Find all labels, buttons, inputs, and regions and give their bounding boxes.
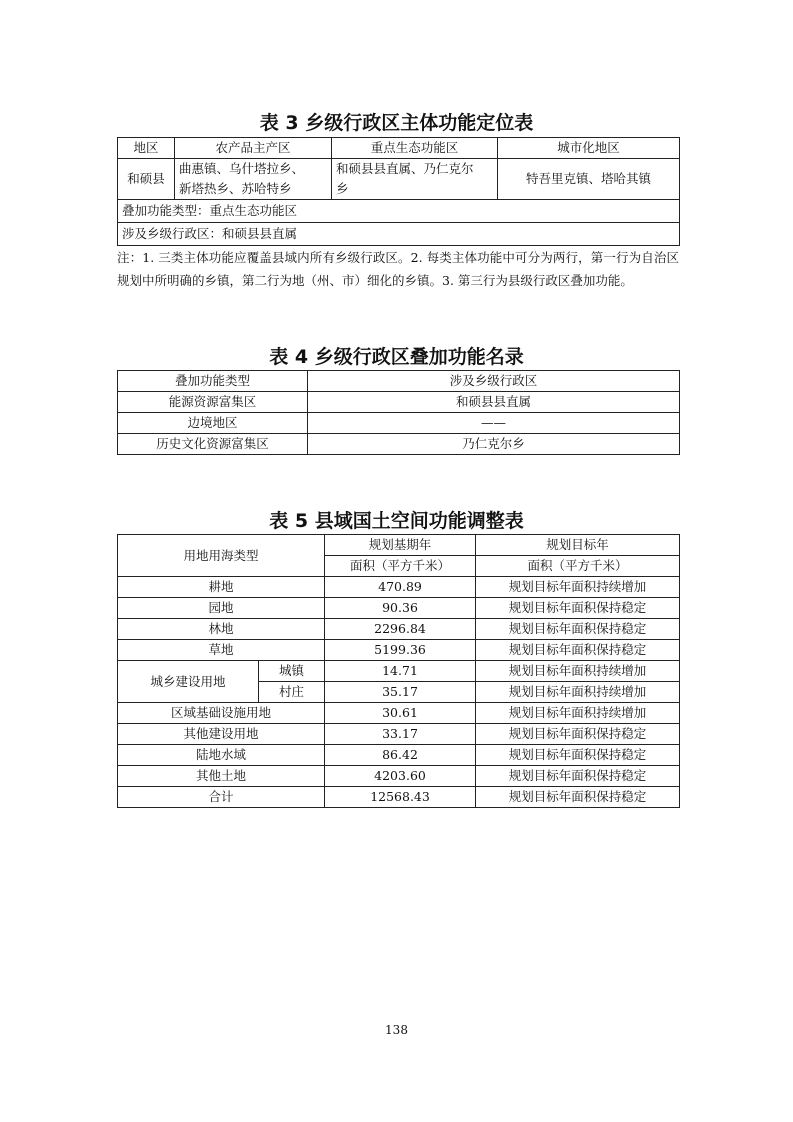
table5-target-cell: 规划目标年面积持续增加 bbox=[476, 703, 680, 724]
table-row bbox=[118, 787, 680, 808]
table5-type-cell: 林地 bbox=[118, 619, 325, 640]
table5-target-cell: 规划目标年面积保持稳定 bbox=[476, 598, 680, 619]
table5-target-cell: 规划目标年面积持续增加 bbox=[476, 577, 680, 598]
table5-total-area: 12568.43 bbox=[325, 787, 476, 808]
table5-target-cell: 规划目标年面积保持稳定 bbox=[476, 745, 680, 766]
table3-eco-cell bbox=[332, 159, 498, 200]
table3-eco-line2: 乡 bbox=[336, 181, 349, 196]
table3 bbox=[117, 137, 680, 246]
table5-subheader-target: 面积（平方千米） bbox=[476, 556, 680, 577]
table5-area-cell: 35.17 bbox=[325, 682, 476, 703]
table5-type-cell: 耕地 bbox=[118, 577, 325, 598]
table3-header-eco: 重点生态功能区 bbox=[332, 138, 498, 159]
table-row bbox=[118, 661, 680, 682]
table-row bbox=[118, 598, 680, 619]
table5-type-cell: 草地 bbox=[118, 640, 325, 661]
table5-target-cell: 规划目标年面积保持稳定 bbox=[476, 640, 680, 661]
table3-eco-line1: 和硕县县直属、乃仁克尔 bbox=[336, 161, 474, 176]
table4-header-involved: 涉及乡级行政区 bbox=[308, 371, 680, 392]
table3-header-region: 地区 bbox=[118, 138, 175, 159]
table4-header-type: 叠加功能类型 bbox=[118, 371, 308, 392]
table-row bbox=[118, 392, 680, 413]
table-row bbox=[118, 703, 680, 724]
table-row bbox=[118, 766, 680, 787]
table5-area-cell: 5199.36 bbox=[325, 640, 476, 661]
table3-agri-line1: 曲惠镇、乌什塔拉乡、 bbox=[179, 161, 305, 176]
table3-data-row bbox=[118, 159, 680, 200]
table5-header-type: 用地用海类型 bbox=[118, 535, 325, 577]
table3-header-agri: 农产品主产区 bbox=[175, 138, 332, 159]
table5-target-cell: 规划目标年面积保持稳定 bbox=[476, 766, 680, 787]
table5-area-cell: 4203.60 bbox=[325, 766, 476, 787]
table5-area-cell: 470.89 bbox=[325, 577, 476, 598]
table5-type-cell: 陆地水域 bbox=[118, 745, 325, 766]
table4-type-cell: 边境地区 bbox=[118, 413, 308, 434]
table4 bbox=[117, 370, 680, 455]
table-row bbox=[118, 640, 680, 661]
table5-area-cell: 2296.84 bbox=[325, 619, 476, 640]
table5-target-cell: 规划目标年面积保持稳定 bbox=[476, 619, 680, 640]
table4-title: 表 4 乡级行政区叠加功能名录 bbox=[269, 346, 524, 368]
table3-overlay-type: 叠加功能类型：重点生态功能区 bbox=[118, 200, 680, 223]
table5-area-cell: 14.71 bbox=[325, 661, 476, 682]
table5-total-target: 规划目标年面积保持稳定 bbox=[476, 787, 680, 808]
table5-target-cell: 规划目标年面积持续增加 bbox=[476, 682, 680, 703]
table5-area-cell: 90.36 bbox=[325, 598, 476, 619]
table3-title: 表 3 乡级行政区主体功能定位表 bbox=[259, 112, 534, 134]
table4-involved-cell: —— bbox=[308, 413, 680, 434]
table3-involved: 涉及乡级行政区：和硕县县直属 bbox=[118, 223, 680, 246]
table5-type-cell: 其他建设用地 bbox=[118, 724, 325, 745]
table4-involved-cell: 乃仁克尔乡 bbox=[308, 434, 680, 455]
table-row bbox=[118, 413, 680, 434]
table4-involved-cell: 和硕县县直属 bbox=[308, 392, 680, 413]
table5-type-cell: 区域基础设施用地 bbox=[118, 703, 325, 724]
table3-overlay-row bbox=[118, 200, 680, 223]
table5-target-cell: 规划目标年面积持续增加 bbox=[476, 661, 680, 682]
table-row bbox=[118, 434, 680, 455]
table5-subtype-cell: 村庄 bbox=[259, 682, 325, 703]
table3-region-cell: 和硕县 bbox=[118, 159, 175, 200]
table-row bbox=[118, 745, 680, 766]
table5-type-cell: 园地 bbox=[118, 598, 325, 619]
table5-target-cell: 规划目标年面积保持稳定 bbox=[476, 724, 680, 745]
table3-note: 注：1. 三类主体功能应覆盖县域内所有乡级行政区。2. 每类主体功能中可分为两行，第一行为自治区规划中所明确的乡镇，第二行为地（州、市）细化的乡镇。3. 第三行为县级行政区叠加功能。 bbox=[117, 250, 679, 288]
table-row bbox=[118, 724, 680, 745]
table5-total-label: 合计 bbox=[118, 787, 325, 808]
table5-header-row bbox=[118, 535, 680, 556]
table5-area-cell: 33.17 bbox=[325, 724, 476, 745]
table5-header-base: 规划基期年 bbox=[325, 535, 476, 556]
table5-urban-rural-label: 城乡建设用地 bbox=[118, 661, 259, 703]
table5-subtype-cell: 城镇 bbox=[259, 661, 325, 682]
table-row bbox=[118, 619, 680, 640]
table5-type-cell: 其他土地 bbox=[118, 766, 325, 787]
table3-header-row bbox=[118, 138, 680, 159]
table4-type-cell: 能源资源富集区 bbox=[118, 392, 308, 413]
table5-subheader-base: 面积（平方千米） bbox=[325, 556, 476, 577]
table4-type-cell: 历史文化资源富集区 bbox=[118, 434, 308, 455]
table3-header-urban: 城市化地区 bbox=[498, 138, 680, 159]
table-row bbox=[118, 577, 680, 598]
table5-area-cell: 86.42 bbox=[325, 745, 476, 766]
table3-urban-cell: 特吾里克镇、塔哈其镇 bbox=[498, 159, 680, 200]
table3-agri-cell bbox=[175, 159, 332, 200]
table5-area-cell: 30.61 bbox=[325, 703, 476, 724]
table5 bbox=[117, 534, 680, 808]
table3-agri-line2: 新塔热乡、苏哈特乡 bbox=[179, 181, 292, 196]
page-number: 138 bbox=[385, 1023, 408, 1037]
table3-involved-row bbox=[118, 223, 680, 246]
table4-header-row bbox=[118, 371, 680, 392]
table5-title: 表 5 县域国土空间功能调整表 bbox=[269, 510, 524, 532]
table5-header-target: 规划目标年 bbox=[476, 535, 680, 556]
